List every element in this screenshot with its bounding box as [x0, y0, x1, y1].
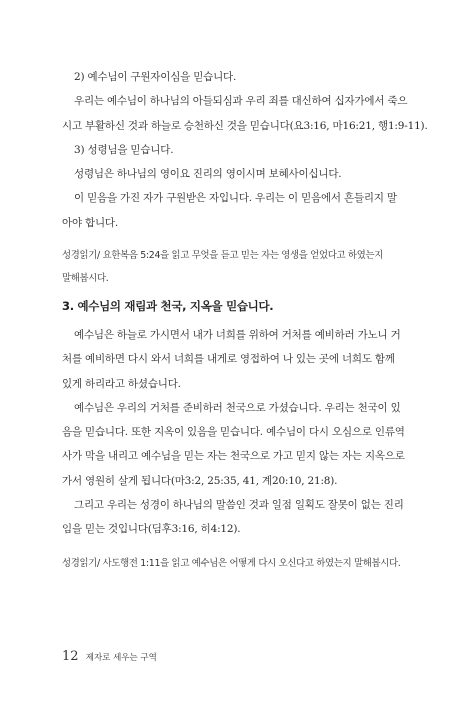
text-line: 가서 영원히 살게 됩니다(마3:2, 25:35, 41, 계20:10, 21:8).	[62, 474, 338, 487]
page-number: 12	[62, 649, 79, 664]
text-line: 이 믿음을 가진 자가 구원받은 자입니다. 우리는 이 믿음에서 흔들리지 말	[74, 192, 397, 205]
paragraph-second-coming	[62, 323, 424, 542]
text-line: 3) 성령님을 믿습니다.	[74, 143, 174, 156]
text-line: 예수님은 우리의 거처를 준비하러 천국으로 가셨습니다. 우리는 천국이 있	[74, 401, 401, 414]
text-line: 우리는 예수님이 하나님의 아들되심과 우리 죄를 대신하여 십자가에서 죽으	[74, 95, 408, 108]
text-line: 시고 부활하신 것과 하늘로 승천하신 것을 믿습니다(요3:16, 마16:21, 행1:9-11).	[62, 119, 428, 132]
text-line: 음을 믿습니다. 또한 지옥이 있음을 믿습니다. 예수님이 다시 오심으로 인류역	[62, 426, 405, 439]
bible-reading-note-2	[62, 552, 424, 575]
page-footer	[62, 649, 157, 664]
text-line: 아야 합니다.	[62, 216, 118, 229]
note-line: 성경읽기/ 요한복음 5:24을 읽고 무엇을 듣고 믿는 자는 영생을 얻었다고 하였는지	[62, 250, 383, 261]
text-line: 처를 예비하면 다시 와서 너희를 내게로 영접하여 나 있는 곳에 너희도 함께	[62, 353, 395, 366]
text-line: 2) 예수님이 구원자이심을 믿습니다.	[74, 71, 237, 83]
note-line: 성경읽기/ 사도행전 1:11을 읽고 예수님은 어떻게 다시 오신다고 하였는지 말해봅시다.	[62, 558, 401, 569]
book-title: 제자로 세우는 구역	[85, 653, 157, 663]
text-line: 예수님은 하늘로 가시면서 내가 너희를 위하여 거처를 예비하러 가노니 거	[74, 329, 401, 341]
section-heading: 3. 예수님의 재림과 천국, 지옥을 믿습니다.	[62, 299, 274, 313]
text-line: 그리고 우리는 성경이 하나님의 말씀인 것과 일점 일획도 잘못이 없는 진리	[74, 499, 404, 512]
text-line: 성령님은 하나님의 영이요 진리의 영이시며 보혜사이십니다.	[74, 168, 342, 181]
bible-reading-note-1	[62, 244, 424, 290]
text-line: 사가 막을 내리고 예수님을 믿는 자는 천국으로 가고 믿지 않는 자는 지옥으로	[62, 450, 405, 463]
note-line: 말해봅시다.	[62, 273, 109, 284]
text-line: 있게 하리라고 하셨습니다.	[62, 377, 181, 390]
text-line: 임을 믿는 것입니다(딤후3:16, 히4:12).	[62, 523, 241, 536]
paragraph-jesus-savior	[62, 65, 428, 235]
